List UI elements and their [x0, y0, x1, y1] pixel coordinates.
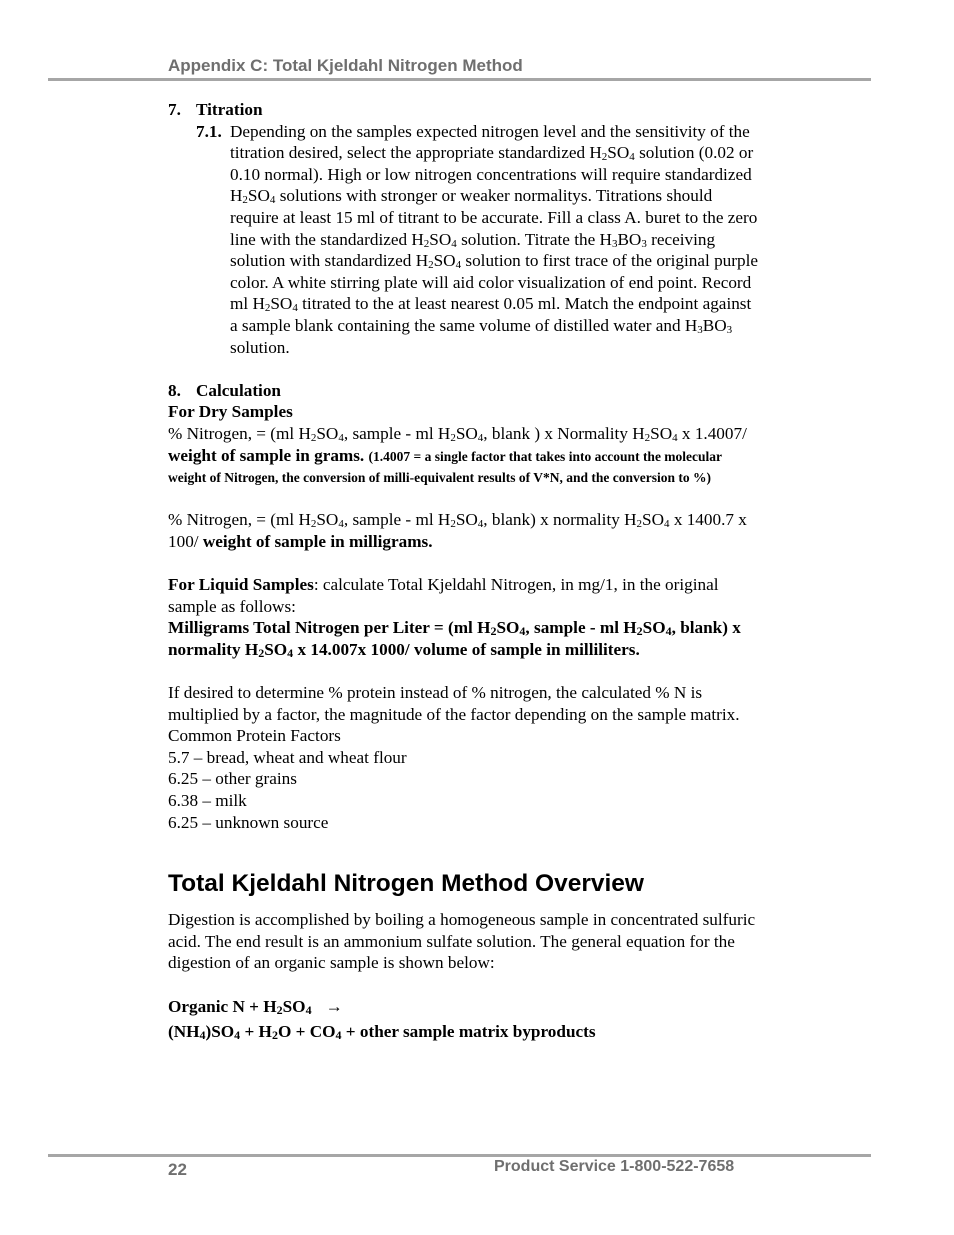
dry-formula-grams: % Nitrogen, = (ml $H_2SO_4$, sample - ml $H_2SO_4$, blank ) x Normality $H_2SO_4$ x 1.4007/ weight of sample in grams. (1.4007 = a single factor that takes into account the molecular weight of Nitrogen, the conversion of milli-equivalent results of V*N, and the conversion to %): [168, 423, 747, 486]
running-header: Appendix C: Total Kjeldahl Nitrogen Method: [168, 56, 523, 75]
spacer: [168, 660, 758, 682]
protein-factor-item: 6.25 – unknown source: [168, 812, 329, 832]
reaction-arrow-icon: →: [325, 996, 343, 1016]
paragraph-7-1: 7.1. Depending on the samples expected nitrogen level and the sensitivity of the titration desired, select the appropriate standardized $H_2SO_4$ solution (0.02 or 0.10 normal). High or low nitrogen concentrations will require standardized $H_2SO_4$ solutions with stronger or weaker normalitys. Titrations should require at least 15 ml of titrant to be accurate. Fill a class A. buret to the zero line with the standardized $H_2SO_4$ solution. Titrate the $H_3BO_3$ receiving solution with standardized $H_2SO_4$ solution to first trace of the original purple color. A white stirring plate will aid color visualization of end point. Record ml $H_2SO_4$ titrated to the at least nearest 0.05 ml. Match the endpoint against a sample blank containing the same volume of distilled water and $H_3BO_3$ solution.: [196, 121, 758, 357]
subsection-7-1-number: 7.1.: [196, 121, 222, 141]
section-7-heading: [168, 99, 758, 121]
section-7-title: Titration: [196, 100, 263, 119]
protein-factor-item: 6.38 – milk: [168, 791, 247, 810]
protein-paragraph: If desired to determine % protein instead of % nitrogen, the calculated % N is multiplied by a factor, the magnitude of the factor depending on the sample matrix.: [168, 683, 740, 724]
section-8-heading: [168, 380, 758, 402]
spacer: [168, 552, 758, 574]
section-7-number: 7.: [168, 100, 181, 119]
section-8-number: 8.: [168, 380, 181, 400]
overview-heading: Total Kjeldahl Nitrogen Method Overview: [168, 870, 644, 898]
section-8-title: Calculation: [196, 380, 281, 400]
digestion-equation-reactants: Organic $N + H_2SO_4$ →: [168, 996, 343, 1017]
product-service-phone: Product Service 1-800-522-7658: [494, 1158, 735, 1175]
spacer: [168, 974, 758, 996]
protein-factors-title: Common Protein Factors: [168, 726, 341, 746]
page-content: [168, 99, 758, 1043]
page-number: 22: [168, 1160, 187, 1179]
dry-samples-heading: For Dry Samples: [168, 402, 293, 422]
digestion-equation-products: $(NH_4)SO_4 + H_2O + CO_4$ + other sample matrix byproducts: [168, 1022, 596, 1043]
factor-note: (1.4007 = a single factor that takes into account the molecular weight of Nitrogen, the conversion of milli-equivalent results of V*N, and the conversion to %): [168, 448, 722, 486]
protein-factor-item: 6.25 – other grains: [168, 769, 297, 789]
overview-paragraph: Digestion is accomplished by boiling a homogeneous sample in concentrated sulfuric acid. The end result is an ammonium sulfate solution. The general equation for the digestion of an organic sample is shown below:: [168, 910, 756, 973]
footer-rule: [48, 1154, 871, 1157]
protein-factor-item: 5.7 – bread, wheat and wheat flour: [168, 747, 407, 767]
header-rule: [48, 78, 871, 81]
dry-formula-milligrams: % Nitrogen, = (ml $H_2SO_4$, sample - ml $H_2SO_4$, blank) x normality $H_2SO_4$ x 1400.7 x 100/ weight of sample in milligrams.: [168, 510, 747, 551]
spacer: [168, 358, 758, 380]
spacer: [168, 488, 758, 510]
liquid-formula: Milligrams Total Nitrogen per Liter = (ml $H_2SO_4$, sample - ml $H_2SO_4$, blank) x normality $H_2SO_4$ x 14.007x 1000/ volume of sample in milliliters.: [168, 618, 741, 660]
liquid-samples-intro: For Liquid Samples: calculate Total Kjeldahl Nitrogen, in mg/1, in the original sample as follows:: [168, 575, 719, 616]
